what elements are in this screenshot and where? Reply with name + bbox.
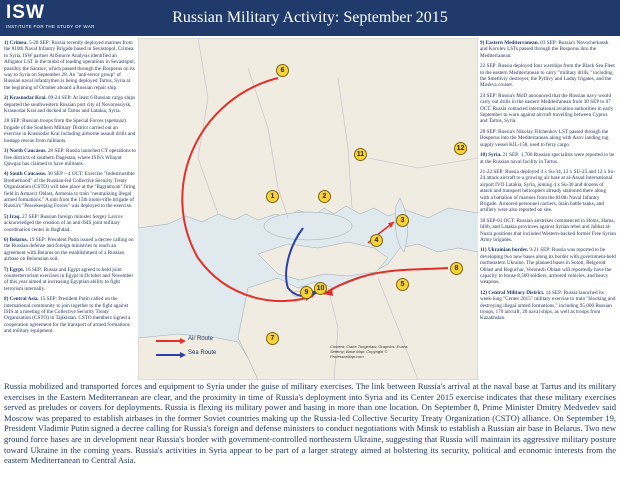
event-text: 28 SEP: Russian troops from the Special Forces (spetsnaz) brigade of the Southern Military District carried out an exercise in Krasnodar Krai including airborne assault drills and hostage rescue from militants. — [4, 118, 136, 144]
event-text: 22 SEP: Russia deployed four warships from the Black Sea Fleet to the eastern Mediterranean to carry "military drills," including the Smetliviy destroyer, the Pytlivy and Ladny frigates, and the Moskva cruiser. — [480, 63, 615, 89]
page-title: Russian Military Activity: September 2015 — [172, 9, 448, 26]
marker-5: 5 — [396, 278, 409, 291]
black-sea — [264, 212, 352, 240]
marker-2: 2 — [318, 190, 331, 203]
event-text: 30 SEP-01 OCT: Russian airstrikes commenced in Homs, Hama, Idlib, and Latakia provinces against Syrian rebel and Jabhat al-Nusra positions that included Western-backed former Free Syrian Army brigades. — [480, 217, 616, 243]
event-item — [480, 290, 616, 322]
legend-air — [154, 334, 244, 346]
event-number: 2) — [4, 95, 9, 102]
marker-8: 8 — [450, 262, 463, 275]
map-credit: Content: Claire Tongerlaw; Graphics: Evans Seferny; Base Map: Copyright © ProfessorMap.com — [330, 344, 408, 359]
event-item — [4, 237, 136, 263]
event-number: 6) — [4, 236, 9, 243]
event-item — [4, 40, 136, 91]
event-heading: North Caucasus. — [9, 148, 47, 155]
map-panel — [138, 38, 478, 380]
event-heading: Egypt. — [9, 266, 25, 273]
event-text: 9-21 SEP: Russia was reported to be developing two new bases along its border with government-held northeastern Ukraine. The planned bases in Soloti, Belgorod Oblast and Boguchar, Voronezh Oblast will reportedly have the capacity to house 8,500 soldiers, armored vehicles, and heavy weapons. — [480, 247, 616, 286]
marker-6: 6 — [276, 64, 289, 77]
event-item — [4, 296, 136, 334]
event-number: 11) — [480, 247, 487, 254]
legend-sea — [154, 348, 244, 360]
legend-sea-label: Sea Route — [188, 350, 217, 356]
event-number: 3) — [4, 148, 9, 155]
event-text: 16 SEP: Russia and Egypt agreed to hold joint counterterrorism exercises in Egypt in October and November of this year aimed at increasing Egyptian ability to fight terrorism internally. — [4, 266, 134, 292]
event-number: 1) — [4, 40, 9, 46]
event-number: 5) — [4, 213, 9, 220]
event-heading: Central Asia. — [9, 296, 39, 303]
event-item — [480, 247, 616, 285]
marker-11: 11 — [354, 148, 367, 161]
event-text: 21 SEP: 1,700 Russian specialists were reported to be at the Russian naval facility in Tartus. — [480, 152, 615, 165]
event-text: 27 SEP: Russian foreign minister Sergey Lavrov acknowledged the creation of an anti-ISIS joint military coordination center in Baghdad. — [4, 213, 124, 233]
event-item — [480, 169, 616, 214]
event-number: 8) — [4, 296, 9, 303]
marker-12: 12 — [454, 142, 467, 155]
event-item — [4, 148, 136, 167]
event-item — [480, 93, 616, 125]
event-text: 28 SEP: Russia's Nikolay Filchenkov LST passed through the Bosporus into the Mediterranean along with Azov landing tug supply vessel KIL-158, used to ferry cargo. — [480, 128, 609, 148]
event-number: 4) — [4, 171, 9, 178]
event-text: 15 SEP: President Putin called on the international community to join together to the fight against ISIS at a meeting of the Collective Security Treaty Organization (CSTO) in Tajikistan. CSTO members signed a cooperation agreement for the transport of armed formations and military equipment. — [4, 296, 131, 335]
event-heading: Crimea. — [9, 40, 28, 46]
event-text: 28 SEP: Russia launched CT operations to free districts of southern Dagestan, where ISIS's Wilayat Qawqaz has claimed to have militants. — [4, 148, 136, 167]
legend-air-label: Air Route — [188, 336, 214, 342]
marker-9: 9 — [300, 286, 313, 299]
event-number: 12) — [480, 289, 487, 296]
event-text: 14 SEP: Russia launched its week-long "Center 2015" military exercise to train "blocking and destroying illegal armed formations," including 95,000 Russian troops, 170 aircraft, 20 naval ships, as well as troops from Kazakhstan. — [480, 289, 616, 322]
event-item — [4, 171, 136, 209]
right-events-column — [480, 40, 616, 378]
marker-1: 1 — [266, 190, 279, 203]
marker-10: 10 — [314, 282, 327, 295]
header-bar — [0, 0, 620, 36]
logo-text: ISW — [6, 2, 45, 23]
event-heading: Eastern Mediterranean. — [485, 40, 539, 46]
marker-3: 3 — [396, 214, 409, 227]
event-text: 09-24 SEP: At least 6 Russian cargo ships departed the southwestern Russian port city of Novorossiysk, Krasnodar Krai and docked at Tartus and Latakia, Syria. — [4, 95, 136, 115]
event-item — [480, 40, 616, 59]
event-item — [4, 267, 136, 293]
event-text: 21-22 SEP: Russia deployed 4 x Su-34, 12 x SU-25 and 12 x Su-24 attack aircraft to a growing air base at al-Assad International airport IVO Latakia, Syria, joining 4 x Su-30 and dozens of attack and transport helicopters already stationed there along with a battalion of marines from the 810th Naval Infantry Brigade. Armored personnel carriers, main battle tanks, and artillery were also reported on site. — [480, 168, 615, 214]
event-text: 19 SEP: President Putin issued a decree calling on the Russian defense and foreign ministries to reach an agreement with Belarus on the establishment of a Russian airbase on Belarusian soil. — [4, 236, 134, 263]
event-item — [480, 152, 616, 165]
event-text: 24 SEP: Russia's MoD announced that the Russian navy would carry out drills in the eastern Mediterranean from 30 SEP to 07 OCT. Russia contacted international aviation authorities in early September to warn against aircraft travelling between Cyprus and Tartus, Syria. — [480, 92, 614, 125]
event-number: 9) — [480, 40, 485, 46]
event-number: 7) — [4, 266, 9, 273]
event-item — [480, 218, 616, 244]
event-heading: Krasnodar Krai. — [9, 95, 47, 102]
event-heading: Iraq. — [9, 213, 21, 220]
event-item — [480, 63, 616, 89]
map-legend — [154, 334, 244, 370]
event-number: 10) — [480, 152, 487, 159]
marker-7: 7 — [266, 332, 279, 345]
event-item — [480, 129, 616, 148]
event-heading: Ukrainian border. — [487, 247, 529, 254]
event-item — [4, 118, 136, 144]
left-events-column — [4, 40, 136, 378]
event-item — [4, 214, 136, 233]
event-heading: Syria. — [488, 152, 502, 159]
event-heading: Belarus. — [9, 236, 28, 243]
event-text: 03 SEP: Russia's Novocherkassk and Korolev LSTs passed through the Bosporus into the Mediterranean. — [480, 40, 609, 59]
landmass-north — [138, 38, 478, 228]
event-heading: Central Military District. — [488, 289, 545, 296]
event-heading: South Caucasus. — [9, 171, 47, 178]
marker-4: 4 — [370, 234, 383, 247]
logo-subtitle: INSTITUTE FOR THE STUDY OF WAR — [6, 24, 95, 29]
summary-paragraph: Russia mobilized and transported forces and equipment to Syria under the guise of military exercises. The link between Russia's arrival at the naval base at Tartus and its military exercises in the Eastern Mediterranean are clear, and the proximity in time of Russia's deployment into Syria and its Center 2015 exercise indicates that these military exercises served as preludes or covers for deployments. Russia is flexing its military power and basing in more than one location. On September 8, Prime Minister Dmitry Medvedev said Moscow was prepared to establish airbases in the former Soviet countries making up the Russia-led Collective Security Treaty Organization (CSTO) alliance. On September 19, President Vladimir Putin signed a decree calling for Russia's foreign and defense ministers to conduct negotiations with Minsk to establish a Russian air base in Belarus. Two new ground force bases are in development near Russia's border with government-controlled northeastern Ukraine, suggesting that Russia will maintain its aggressive military posture toward Ukraine in the coming years. Russia's activities in Syria appear to be part of a larger strategy aimed at bolstering its security, political and economic interests from the eastern Mediterranean to Central Asia. — [4, 381, 616, 466]
event-item — [4, 95, 136, 114]
event-text: 30 SEP – 4 OCT: Exercise "Indestructible Brotherhood" of the Russian-led Collective Security Treaty Organization (CSTO) will take place at the "Bagramyan" firing field in Armavir Oblast, Armenia to train "neutralizing illegal armed formations." A unit from the 15th motor-rifle brigade of Russia's "Peacekeeping Forces" was deployed to the exercise. — [4, 171, 136, 210]
event-text: 5-28 SEP: Russia recently deployed marines from the 810th Naval Infantry Brigade based in Sevastopol, Crimea to Syria. ISW partner AllSource Analysis identified an Alligator LST in the midst of loading operations in Sevastopol, possibly the Saratov, which passed through the Bosporus on its way to Syria on September 28. An "anti-terror group" of Russian naval infantrymen is being deployed Tartus, Syria at the beginning of October aboard a Russian repair ship. — [4, 40, 136, 91]
map-drawing — [138, 38, 478, 380]
